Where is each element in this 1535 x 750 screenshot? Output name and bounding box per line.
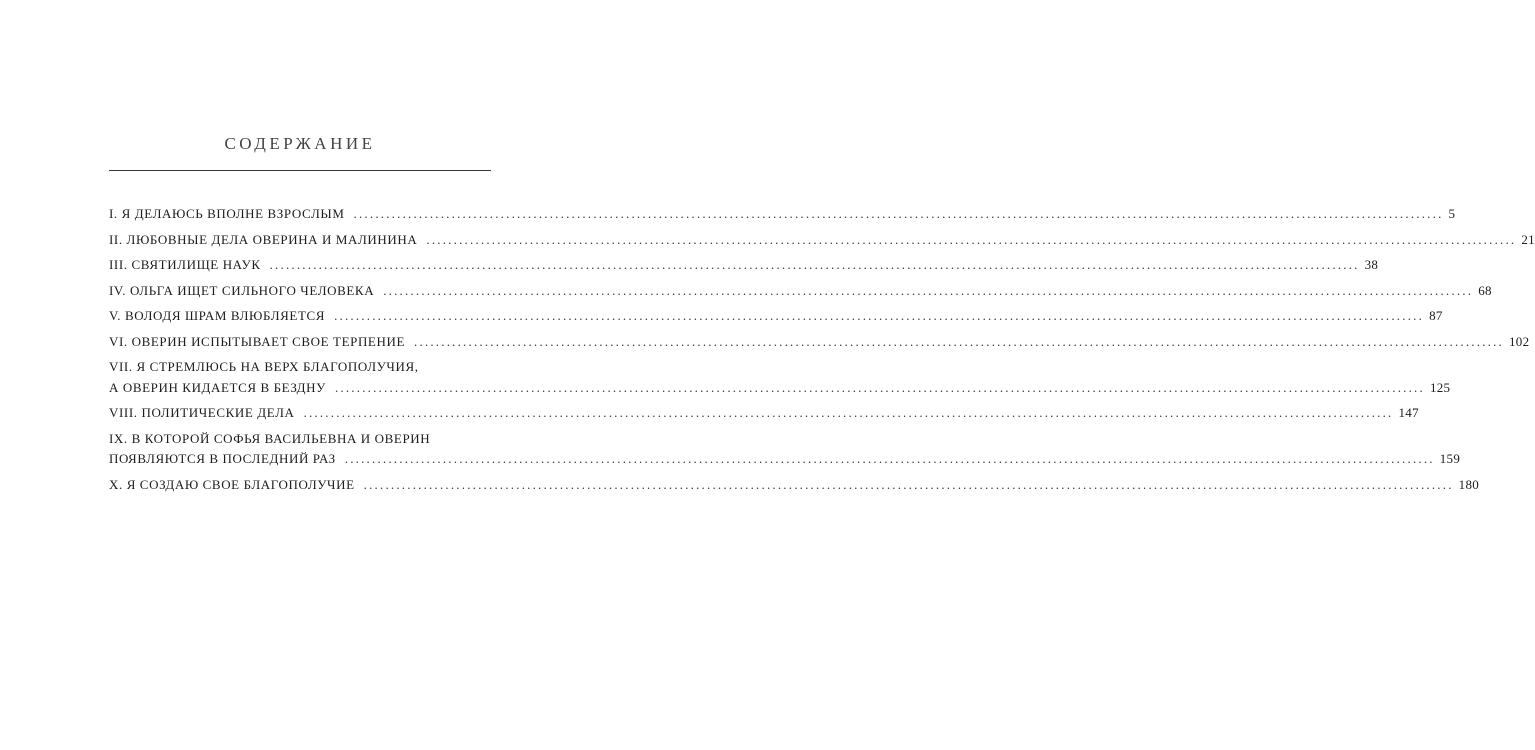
toc-entry [109, 204, 1456, 225]
toc-entry-title: ПОЯВЛЯЮТСЯ В ПОСЛЕДНИЙ РАЗ [109, 451, 336, 466]
dot-leader: ........................................................................................................................................................................................................ [426, 231, 1517, 247]
toc-entry [109, 230, 1535, 251]
page-title: СОДЕРЖАНИЕ [224, 134, 376, 153]
toc-entry-title: IX. В КОТОРОЙ СОФЬЯ ВАСИЛЬЕВНА И ОВЕРИН [109, 430, 431, 446]
toc-entry [109, 357, 1451, 398]
toc-page-number: 5 [1448, 206, 1456, 221]
toc-entry-line [109, 255, 1379, 276]
dot-leader: ........................................................................................................................................................................................................ [334, 379, 1425, 395]
toc-entry [109, 332, 1530, 353]
toc-entry-title: VII. Я СТРЕМЛЮСЬ НА ВЕРХ БЛАГОПОЛУЧИЯ, [109, 359, 419, 374]
toc-entry [109, 429, 1461, 470]
toc-page-number: 68 [1478, 282, 1492, 298]
toc-entry-line [109, 449, 1461, 470]
dot-leader: ........................................................................................................................................................................................................ [353, 206, 1444, 221]
toc-page-number: 125 [1429, 379, 1451, 395]
toc-entry-line [109, 306, 1443, 327]
table-of-contents [109, 204, 1535, 500]
dot-leader: ........................................................................................................................................................................................................ [303, 405, 1394, 420]
toc-entry-title: V. ВОЛОДЯ ШРАМ ВЛЮБЛЯЕТСЯ [109, 308, 326, 323]
toc-entry [109, 281, 1492, 302]
toc-entry-line [109, 357, 492, 378]
toc-entry [109, 475, 1480, 496]
dot-leader: ........................................................................................................................................................................................................ [414, 333, 1504, 349]
toc-entry-line [109, 403, 1419, 424]
dot-leader: ........................................................................................................................................................................................................ [269, 257, 1360, 272]
toc-entry-title: А ОВЕРИН КИДАЕТСЯ В БЕЗДНУ [109, 379, 326, 395]
toc-entry-title: III. СВЯТИЛИЩЕ НАУК [109, 257, 261, 272]
toc-entry-title: X. Я СОЗДАЮ СВОЕ БЛАГОПОЛУЧИЕ [109, 476, 355, 492]
toc-entry-title: IV. ОЛЬГА ИЩЕТ СИЛЬНОГО ЧЕЛОВЕКА [109, 282, 375, 298]
toc-entry [109, 306, 1443, 327]
toc-entry-title: VI. ОВЕРИН ИСПЫТЫВАЕТ СВОЕ ТЕРПЕНИЕ [109, 333, 405, 349]
toc-entry-title: I. Я ДЕЛАЮСЬ ВПОЛНЕ ВЗРОСЛЫМ [109, 206, 345, 221]
dot-leader: ........................................................................................................................................................................................................ [344, 451, 1435, 466]
toc-entry-title: VIII. ПОЛИТИЧЕСКИЕ ДЕЛА [109, 405, 295, 420]
toc-entry-title: II. ЛЮБОВНЫЕ ДЕЛА ОВЕРИНА И МАЛИНИНА [109, 231, 418, 247]
toc-entry-line [109, 378, 1451, 399]
toc-page-number: 180 [1458, 476, 1480, 492]
toc-entry [109, 255, 1379, 276]
toc-page-number: 102 [1509, 333, 1530, 349]
toc-page-number: 147 [1398, 405, 1419, 420]
toc-page-number: 87 [1429, 308, 1443, 323]
toc-page-number: 159 [1439, 451, 1461, 466]
title-divider [109, 170, 491, 171]
toc-entry-line [109, 204, 1456, 225]
toc-entry-line [109, 475, 1480, 496]
dot-leader: ........................................................................................................................................................................................................ [334, 308, 1425, 323]
dot-leader: ........................................................................................................................................................................................................ [383, 282, 1474, 298]
toc-entry-line [109, 429, 492, 450]
toc-page-number: 21 [1521, 231, 1535, 247]
dot-leader: ........................................................................................................................................................................................................ [363, 476, 1454, 492]
toc-entry-line [109, 332, 1530, 353]
toc-entry-line [109, 230, 1535, 251]
toc-entry-line [109, 281, 1492, 302]
toc-entry [109, 403, 1419, 424]
toc-page-number: 38 [1364, 257, 1379, 272]
